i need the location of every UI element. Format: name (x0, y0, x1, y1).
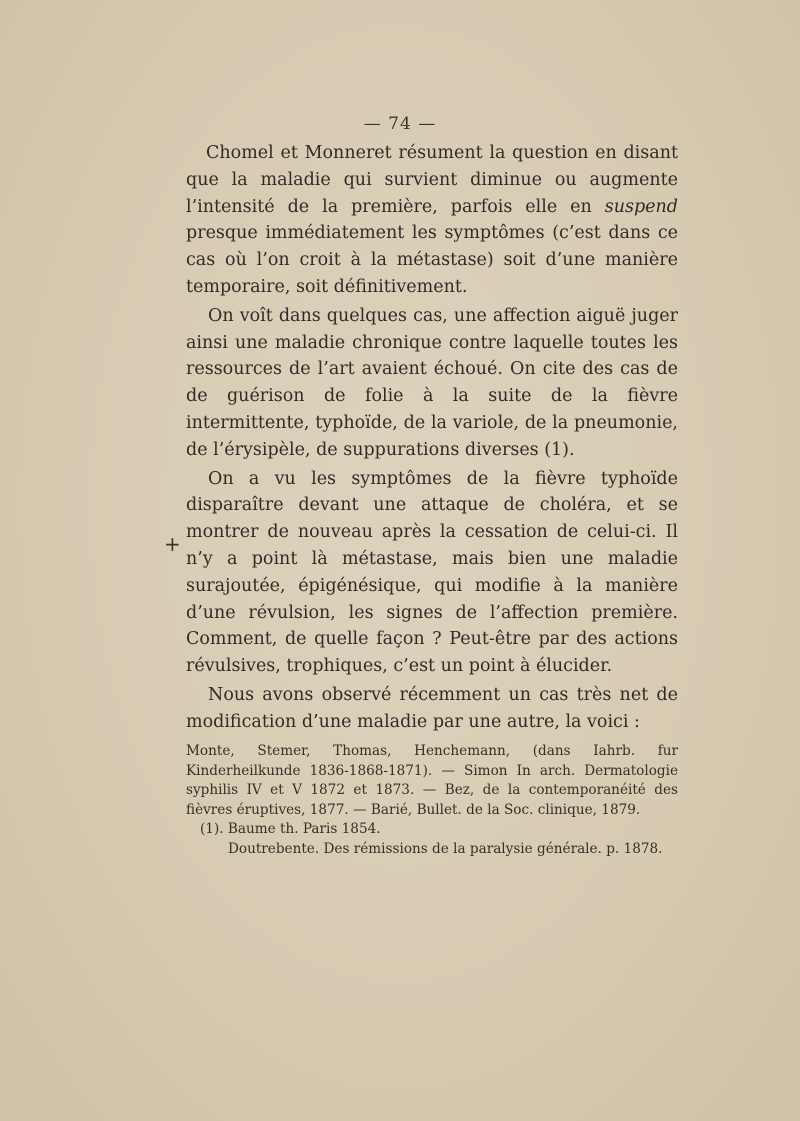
footnote-continuation: Monte, Stemer, Thomas, Henchemann, (dans Iahrb. fur Kinderheilkunde 1836-1868-1871). — Simon In arch. Dermatologie syphilis IV et V 1872 et 1873. — Bez, de la contemporanéité des fièvres éruptives, 1877. — Barié, Bullet. de la Soc. clinique, 1879. (186, 743, 678, 818)
paragraph-1-emphasis: suspend (604, 196, 678, 217)
paragraph-4: Nous avons observé récemment un cas très net de modification d’une maladie par une autre, la voici : (186, 684, 678, 732)
body-text (186, 140, 678, 738)
footnote-1-continuation: Doutrebente. Des rémissions de la paralysie générale. p. 1878. (228, 840, 663, 857)
footnotes (186, 742, 678, 860)
page-number: — 74 — (363, 114, 437, 134)
footnote-1: (1). Baume th. Paris 1854. (200, 821, 381, 838)
paragraph-3: On a vu les symptômes de la fièvre typhoïde disparaître devant une attaque de choléra, et se montrer de nouveau après la cessation de celui-ci. Il n’y a point là métastase, mais bien une maladie surajoutée, épigénésique, qui modifie à la manière d’une révulsion, les signes de l’affection première. Comment, de quelle façon ? Peut-être par des actions révulsives, trophiques, c’est un point à élucider. (186, 468, 678, 677)
paragraph-1-after: presque immédiatement les symptômes (c’est dans ce cas où l’on croit à la métastase) soit d’une manière temporaire, soit définitivement. (186, 223, 678, 297)
paragraph-2: On voît dans quelques cas, une affection aiguë juger ainsi une maladie chronique contre laquelle toutes les ressources de l’art avaient échoué. On cite des cas de de guérison de folie à la suite de la fièvre intermittente, typhoïde, de la variole, de la pneumonie, de l’érysipèle, de suppurations diverses (1). (186, 305, 678, 460)
paragraph-1-before: Chomel et Monneret résument la question en disant que la maladie qui survient diminue ou augmente l’intensité de la première, parfois elle en (186, 143, 678, 217)
margin-mark: + (164, 532, 181, 556)
paragraph-1 (186, 140, 678, 301)
